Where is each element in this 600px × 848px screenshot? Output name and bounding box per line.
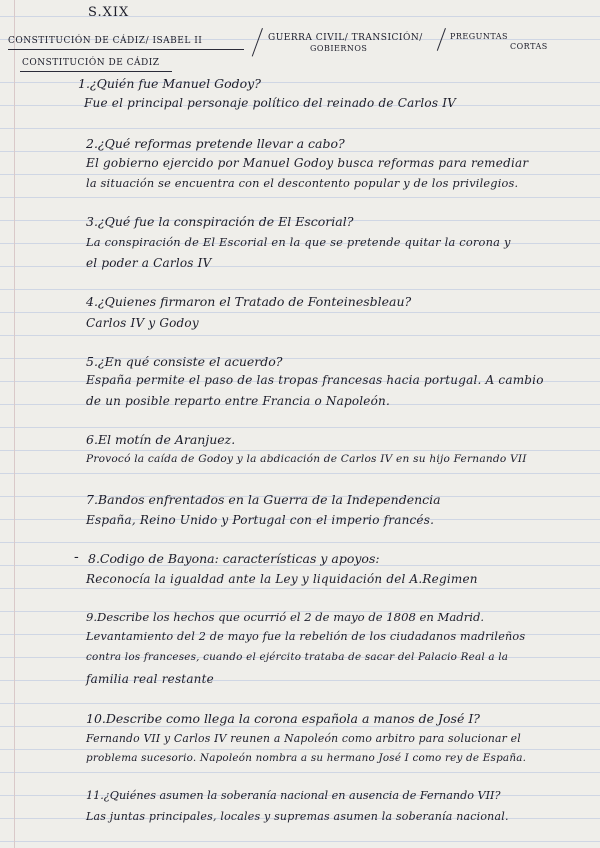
section-cortas: CORTAS — [510, 42, 548, 51]
question-8: 8.Codigo de Bayona: características y apoyos: — [88, 551, 380, 566]
subtitle-underline — [20, 71, 172, 72]
answer-6-line-1: Provocó la caída de Godoy y la abdicación de Carlos IV en su hijo Fernando VII — [86, 453, 527, 465]
answer-2-line-2: la situación se encuentra con el descontento popular y de los privilegios. — [86, 177, 519, 190]
section-preguntas: PREGUNTAS — [450, 32, 509, 41]
margin-line — [14, 0, 15, 848]
bullet-dash: - — [74, 549, 79, 565]
answer-2-line-1: El gobierno ejercido por Manuel Godoy busca reformas para remediar — [86, 156, 529, 170]
answer-3-line-2: el poder a Carlos IV — [86, 256, 212, 270]
section-constitucion-isabel: CONSTITUCIÓN DE CÁDIZ/ ISABEL II — [8, 36, 203, 46]
question-7: 7.Bandos enfrentados en la Guerra de la Independencia — [86, 492, 441, 507]
answer-8-line-1: Reconocía la igualdad ante la Ley y liquidación del A.Regimen — [86, 572, 478, 586]
answer-11-line-1: Las juntas principales, locales y supremas asumen la soberanía nacional. — [86, 810, 509, 823]
subtitle-constitucion: CONSTITUCIÓN DE CÁDIZ — [22, 58, 160, 68]
answer-5-line-2: de un posible reparto entre Francia o Napoleón. — [86, 394, 390, 408]
century-title: S.XIX — [88, 5, 130, 20]
answer-7-line-1: España, Reino Unido y Portugal con el imperio francés. — [86, 513, 435, 527]
question-4: 4.¿Quienes firmaron el Tratado de Fonteinesbleau? — [86, 294, 412, 309]
question-5: 5.¿En qué consiste el acuerdo? — [86, 354, 283, 369]
question-9: 9.Describe los hechos que ocurrió el 2 de mayo de 1808 en Madrid. — [86, 610, 485, 624]
answer-10-line-2: problema sucesorio. Napoleón nombra a su hermano José I como rey de España. — [86, 752, 527, 764]
page-header — [0, 0, 600, 70]
answer-9-line-1: Levantamiento del 2 de mayo fue la rebelión de los ciudadanos madrileños — [86, 630, 526, 643]
header-underline-1 — [8, 49, 244, 50]
answer-1-line-1: Fue el principal personaje político del reinado de Carlos IV — [84, 96, 457, 110]
header-divider-1 — [252, 28, 263, 57]
answer-10-line-1: Fernando VII y Carlos IV reunen a Napoleón como arbitro para solucionar el — [86, 732, 521, 745]
question-10: 10.Describe como llega la corona española a manos de José I? — [86, 711, 480, 726]
question-1: 1.¿Quién fue Manuel Godoy? — [78, 76, 261, 91]
section-guerra-civil: GUERRA CIVIL/ TRANSICIÓN/ — [268, 33, 423, 43]
section-gobiernos: GOBIERNOS — [310, 44, 368, 53]
question-6: 6.El motín de Aranjuez. — [86, 432, 236, 447]
question-2: 2.¿Qué reformas pretende llevar a cabo? — [86, 136, 345, 151]
header-divider-2 — [437, 28, 446, 51]
answer-3-line-1: La conspiración de El Escorial en la que se pretende quitar la corona y — [86, 235, 511, 249]
answer-9-line-2: contra los franceses, cuando el ejército trataba de sacar del Palacio Real a la — [86, 651, 509, 663]
question-11: 11.¿Quiénes asumen la soberanía nacional en ausencia de Fernando VII? — [86, 789, 501, 802]
answer-4-line-1: Carlos IV y Godoy — [86, 316, 199, 330]
answer-5-line-1: España permite el paso de las tropas francesas hacia portugal. A cambio — [86, 373, 544, 387]
answer-9-line-3: familia real restante — [86, 672, 214, 686]
question-3: 3.¿Qué fue la conspiración de El Escorial? — [86, 214, 354, 229]
